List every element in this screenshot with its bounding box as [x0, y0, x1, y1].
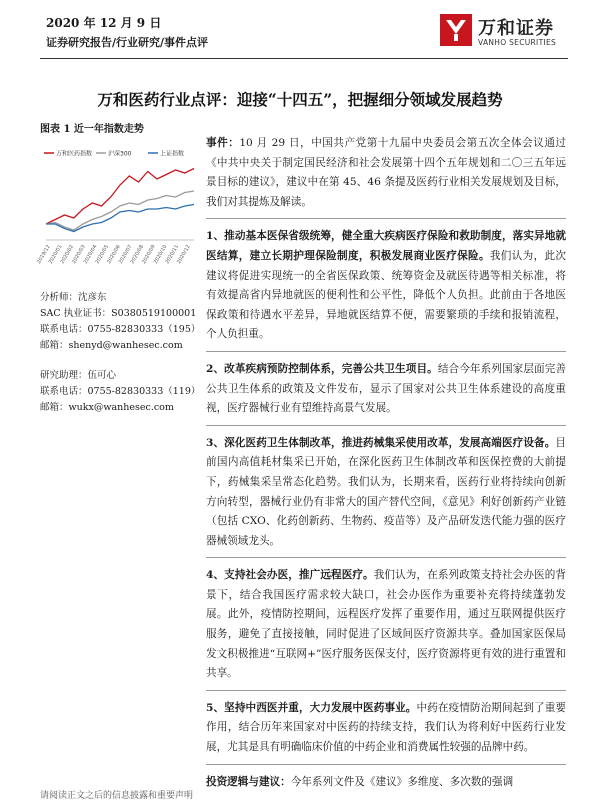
point-2-body: 结合今年系列国家层面完善公共卫生体系的政策及文件发布，显示了国家对公共卫生体系建设的高度重视，医疗器械行业有望维持高景气发展。 — [206, 362, 566, 415]
analyst-email[interactable]: 邮箱：shenyd@wanhesec.com — [40, 340, 183, 351]
section-divider — [206, 764, 566, 765]
x-tick-label: 2020/08 — [129, 244, 146, 265]
section-divider — [206, 218, 566, 219]
point-2 — [206, 360, 566, 419]
analyst-name: 分析师：沈彦东 — [40, 292, 107, 303]
point-1 — [206, 227, 566, 345]
point-1-head: 1、推动基本医保省级统筹，健全重大疾病医疗保险和救助制度，落实异地就医结算，建立长期护理保险制度，积极发展商业医疗保险。 — [206, 230, 566, 262]
header-rule — [40, 58, 568, 59]
point-4-body: 我们认为，在系列政策支持社会办医的背景下，结合我国医疗需求较大缺口，社会办医作为重要补充将持续蓬勃发展。此外，疫情防控期间，远程医疗发挥了重要作用，通过互联网提供医疗服务，避免了直接接触，同时促进了区域间医疗资源共享。叠加国家医保局发文积极推进“互联网+”医疗服务医保支付，医疗资源将更有效的进行重置和共享。 — [206, 569, 566, 680]
assistant-email[interactable]: 邮箱：wukx@wanhesec.com — [40, 402, 174, 413]
x-tick-label: 2020/09 — [141, 244, 157, 265]
analyst-phone: 联系电话：0755-82830333（195） — [40, 324, 201, 335]
point-3 — [206, 434, 566, 552]
x-tick-label: 2020/12 — [176, 244, 192, 265]
advice-text: 今年系列文件及《建议》多维度、多次数的强调 — [290, 775, 514, 788]
x-tick-label: 2020/06 — [106, 244, 122, 265]
section-divider — [206, 690, 566, 691]
section-divider — [206, 425, 566, 426]
report-category: 证券研究报告/行业研究/事件点评 — [46, 36, 209, 49]
x-tick-label: 2019/12 — [36, 244, 52, 265]
point-3-head: 3、深化医药卫生体制改革，推进药械集采使用改革，发展高端医疗设备。 — [206, 436, 556, 449]
event-paragraph — [206, 134, 566, 212]
section-divider — [206, 557, 566, 558]
series-line — [46, 205, 194, 232]
logo-mark-icon — [440, 14, 472, 46]
advice-label: 投资逻辑与建议： — [206, 775, 291, 788]
x-tick-label: 2020/07 — [117, 244, 134, 265]
point-4 — [206, 566, 566, 684]
advice-paragraph — [206, 773, 566, 793]
event-text: 10 月 29 日，中国共产党第十九届中央委员会第五次全体会议通过《中共中央关于制定国民经济和社会发展第十四个五年规划和二〇三五年远景目标的建议》，建议中在第 45、46 条提及医药行业相关发展规划及目标，我们对其提炼及解读。 — [206, 137, 567, 208]
company-logo — [440, 14, 570, 50]
series-line — [46, 191, 194, 230]
section-divider — [206, 351, 566, 352]
figure-title: 图表 1 近一年指数走势 — [40, 124, 144, 135]
analyst-sac: SAC 执业证书：S0380519100001 — [40, 308, 197, 319]
index-trend-chart — [36, 146, 200, 286]
logo-name-en: VANHO SECURITIES — [478, 38, 557, 47]
analyst-info — [40, 290, 200, 416]
page-title: 万和医药行业点评：迎接“十四五”，把握细分领域发展趋势 — [97, 90, 503, 109]
x-tick-label: 2020/01 — [47, 244, 64, 265]
point-5-body: 中药在疫情防治期间起到了重要作用，结合历年来国家对中医药的持续支持，我们认为将利好中医药行业发展，尤其是具有明确临床价值的中药企业和消费属性较强的品牌中药。 — [206, 701, 567, 754]
point-1-body: 我们认为，此次建议将促进实现统一的全省医保政策、统筹资金及就医待遇等相关标准，将有效提高省内异地就医的便利性和公平性，降低个人负担。此前由于各地医保政策和待遇水平差异，异地就医结算不便，需要繁琐的手续和报销流程，个人负担重。 — [206, 249, 566, 341]
legend-label: 上证指数 — [160, 150, 185, 158]
footer-note: 请阅读正文之后的信息披露和重要声明 — [40, 791, 194, 801]
x-tick-label: 2020/04 — [82, 244, 99, 265]
assistant-phone: 联系电话：0755-82830333（119） — [40, 386, 201, 397]
x-tick-label: 2020/10 — [152, 244, 169, 265]
point-3-body: 目前国内高值耗材集采已开始，在深化医药卫生体制改革和医保控费的大前提下，药械集采呈常态化趋势。我们认为，长期来看，医药行业将持续向创新方向转型，器械行业仍有非常大的国产替代空间，《意见》利好创新药产业链（包括 CXO、化药创新药、生物药、疫苗等）及产品研发迭代能力强的医疗器械领域龙头。 — [206, 436, 566, 547]
logo-name-cn: 万和证券 — [478, 18, 554, 39]
point-4-head: 4、支持社会办医，推广远程医疗。 — [206, 569, 374, 582]
x-tick-label: 2020/05 — [94, 244, 111, 265]
legend-label: 万和医药指数 — [56, 150, 93, 158]
point-5 — [206, 699, 566, 758]
x-tick-label: 2020/02 — [59, 244, 76, 265]
point-2-head: 2、改革疾病预防控制体系，完善公共卫生项目。 — [206, 362, 438, 375]
legend-label: 沪深300 — [108, 150, 132, 158]
main-body — [206, 134, 566, 798]
x-tick-label: 2020/03 — [71, 244, 87, 265]
assistant-name: 研究助理：伍可心 — [40, 370, 117, 381]
x-tick-label: 2020/11 — [164, 244, 181, 265]
point-5-head: 5、坚持中西医并重，大力发展中医药事业。 — [206, 701, 417, 714]
report-date: 2020 年 12 月 9 日 — [46, 16, 162, 30]
event-label: 事件： — [206, 137, 240, 149]
